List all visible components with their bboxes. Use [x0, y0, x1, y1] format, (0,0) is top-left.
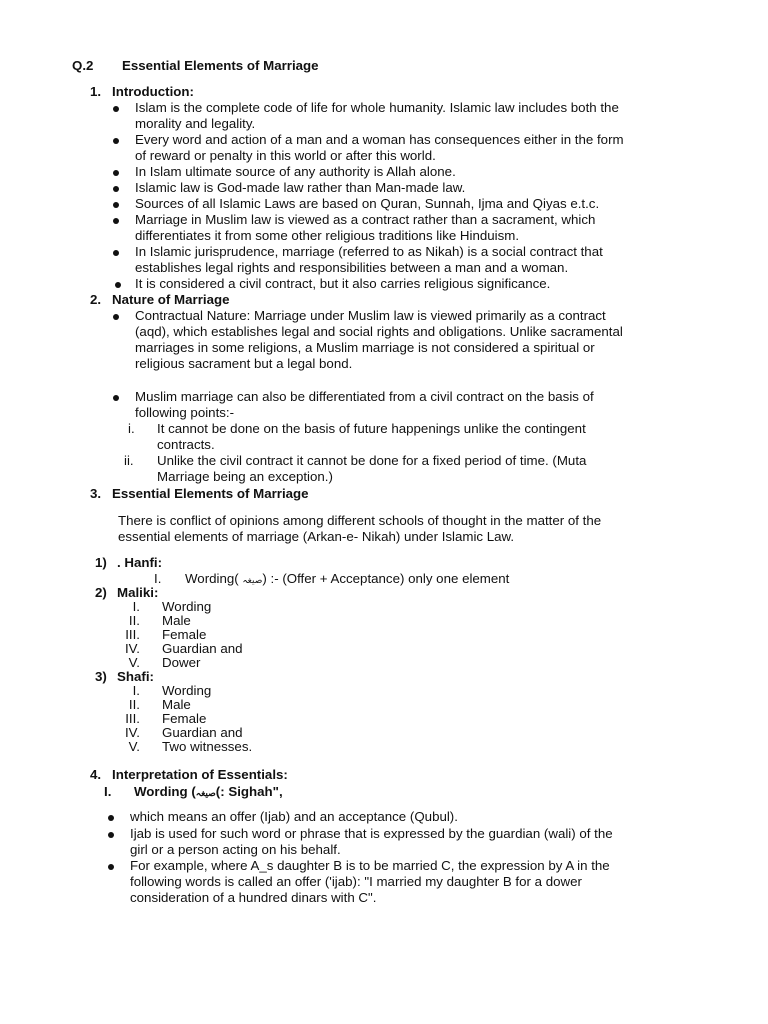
maliki-num-5: V. — [128, 655, 140, 670]
s2-point-ii-line-2: Marriage being an exception.) — [157, 469, 333, 484]
s3-para-line-1: There is conflict of opinions among different schools of thought in the matter of the — [118, 513, 602, 528]
maliki-item-1: Wording — [162, 599, 212, 614]
maliki-num-3: III. — [125, 627, 140, 642]
s1-bullet-1-line-2: morality and legality. — [135, 116, 256, 131]
maliki-num-4: IV. — [124, 641, 140, 656]
bullet-icon — [113, 138, 119, 144]
s4-bullet-2-line-1: Ijab is used for such word or phrase that is expressed by the guardian (wali) of the — [130, 826, 613, 841]
bullet-icon — [113, 170, 119, 176]
s1-bullet-5: Sources of all Islamic Laws are based on Quran, Sunnah, Ijma and Qiyas e.t.c. — [135, 196, 600, 211]
maliki-item-2: Male — [162, 613, 191, 628]
shafi-title: Shafi: — [117, 669, 154, 684]
shafi-number: 3) — [95, 669, 107, 684]
section-2-title: Nature of Marriage — [112, 292, 230, 307]
maliki-number: 2) — [95, 585, 107, 600]
maliki-num-2: II. — [128, 613, 140, 628]
maliki-item-3: Female — [162, 627, 207, 642]
shafi-num-4: IV. — [124, 725, 140, 740]
s4-bullet-3-line-3: consideration of a hundred dinars with C". — [130, 890, 377, 905]
hanfi-number: 1) — [95, 555, 107, 570]
s2-bullet-1-line-3: marriages in some religions, a Muslim marriage is not considered a spiritual or — [135, 340, 595, 355]
s2-bullet-1-line-1: Contractual Nature: Marriage under Muslim law is viewed primarily as a contract — [135, 308, 606, 323]
s2-bullet-2-line-1: Muslim marriage can also be differentiated from a civil contract on the basis of — [135, 389, 594, 404]
bullet-icon — [108, 815, 114, 821]
s1-bullet-2-line-1: Every word and action of a man and a woman has consequences either in the form — [135, 132, 624, 147]
sub-heading-number: I. — [104, 784, 112, 799]
bullet-icon — [115, 282, 121, 288]
shafi-num-3: III. — [125, 711, 140, 726]
bullet-icon — [113, 186, 119, 192]
maliki-num-1: I. — [132, 599, 140, 614]
bullet-icon — [113, 218, 119, 224]
shafi-item-1: Wording — [162, 683, 212, 698]
s2-point-ii-line-1: Unlike the civil contract it cannot be done for a fixed period of time. (Muta — [157, 453, 587, 468]
maliki-item-5: Dower — [162, 655, 201, 670]
s4-bullet-1: which means an offer (Ijab) and an acceptance (Qubul). — [130, 809, 458, 824]
question-title: Essential Elements of Marriage — [122, 58, 319, 73]
s2-bullet-1-line-4: religious sacrament but a legal bond. — [135, 356, 353, 371]
s1-bullet-4: Islamic law is God-made law rather than Man-made law. — [135, 180, 466, 195]
bullet-icon — [113, 106, 119, 112]
shafi-num-2: II. — [128, 697, 140, 712]
shafi-num-5: V. — [128, 739, 140, 754]
arabic-word: صیغہ — [195, 788, 216, 798]
hanfi-item-number: I. — [154, 571, 162, 586]
shafi-item-3: Female — [162, 711, 207, 726]
hanfi-item: Wording( صیغہ) :- (Offer + Acceptance) only one element — [185, 571, 510, 586]
s4-bullet-3-line-1: For example, where A_s daughter B is to be married C, the expression by A in the — [130, 858, 610, 873]
section-3-title: Essential Elements of Marriage — [112, 486, 309, 501]
arabic-word: صیغہ — [242, 575, 263, 585]
shafi-item-5: Two witnesses. — [162, 739, 253, 754]
s1-bullet-7-line-2: establishes legal rights and responsibilities between a man and a woman. — [135, 260, 569, 275]
section-2-number: 2. — [90, 292, 102, 307]
hanfi-title: . Hanfi: — [117, 555, 163, 570]
s4-bullet-2-line-2: girl or a person acting on his behalf. — [130, 842, 341, 857]
bullet-icon — [113, 202, 119, 208]
shafi-num-1: I. — [132, 683, 140, 698]
shafi-item-2: Male — [162, 697, 191, 712]
section-4-title: Interpretation of Essentials: — [112, 767, 288, 782]
question-number: Q.2 — [72, 58, 94, 73]
maliki-title: Maliki: — [117, 585, 159, 600]
maliki-item-4: Guardian and — [162, 641, 243, 656]
bullet-icon — [113, 314, 119, 320]
s1-bullet-7-line-1: In Islamic jurisprudence, marriage (referred to as Nikah) is a social contract that — [135, 244, 603, 259]
s3-para-line-2: essential elements of marriage (Arkan-e- Nikah) under Islamic Law. — [118, 529, 515, 544]
s2-point-i-line-2: contracts. — [157, 437, 215, 452]
section-3-number: 3. — [90, 486, 102, 501]
s2-bullet-2-line-2: following points:- — [135, 405, 235, 420]
s1-bullet-1-line-1: Islam is the complete code of life for whole humanity. Islamic law includes both the — [135, 100, 619, 115]
section-1-number: 1. — [90, 84, 102, 99]
s2-point-i-line-1: It cannot be done on the basis of future happenings unlike the contingent — [157, 421, 586, 436]
s1-bullet-6-line-2: differentiates it from some other religious traditions like Hinduism. — [135, 228, 520, 243]
bullet-icon — [113, 395, 119, 401]
bullet-icon — [113, 250, 119, 256]
s1-bullet-6-line-1: Marriage in Muslim law is viewed as a contract rather than a sacrament, which — [135, 212, 596, 227]
s1-bullet-3: In Islam ultimate source of any authority is Allah alone. — [135, 164, 456, 179]
bullet-icon — [108, 832, 114, 838]
roman-ii: ii. — [124, 453, 134, 468]
s1-bullet-8: It is considered a civil contract, but it also carries religious significance. — [135, 276, 551, 291]
s4-bullet-3-line-2: following words is called an offer ('ijab): "I married my daughter B for a dower — [130, 874, 582, 889]
shafi-item-4: Guardian and — [162, 725, 243, 740]
section-4-number: 4. — [90, 767, 102, 782]
s2-bullet-1-line-2: (aqd), which establishes legal and social rights and obligations. Unlike sacramental — [135, 324, 623, 339]
section-1-title: Introduction: — [112, 84, 194, 99]
roman-i: i. — [128, 421, 135, 436]
sub-heading-wording: Wording (صیغہ(: Sighah", — [134, 784, 283, 799]
s1-bullet-2-line-2: of reward or penalty in this world or after this world. — [135, 148, 436, 163]
bullet-icon — [108, 864, 114, 870]
